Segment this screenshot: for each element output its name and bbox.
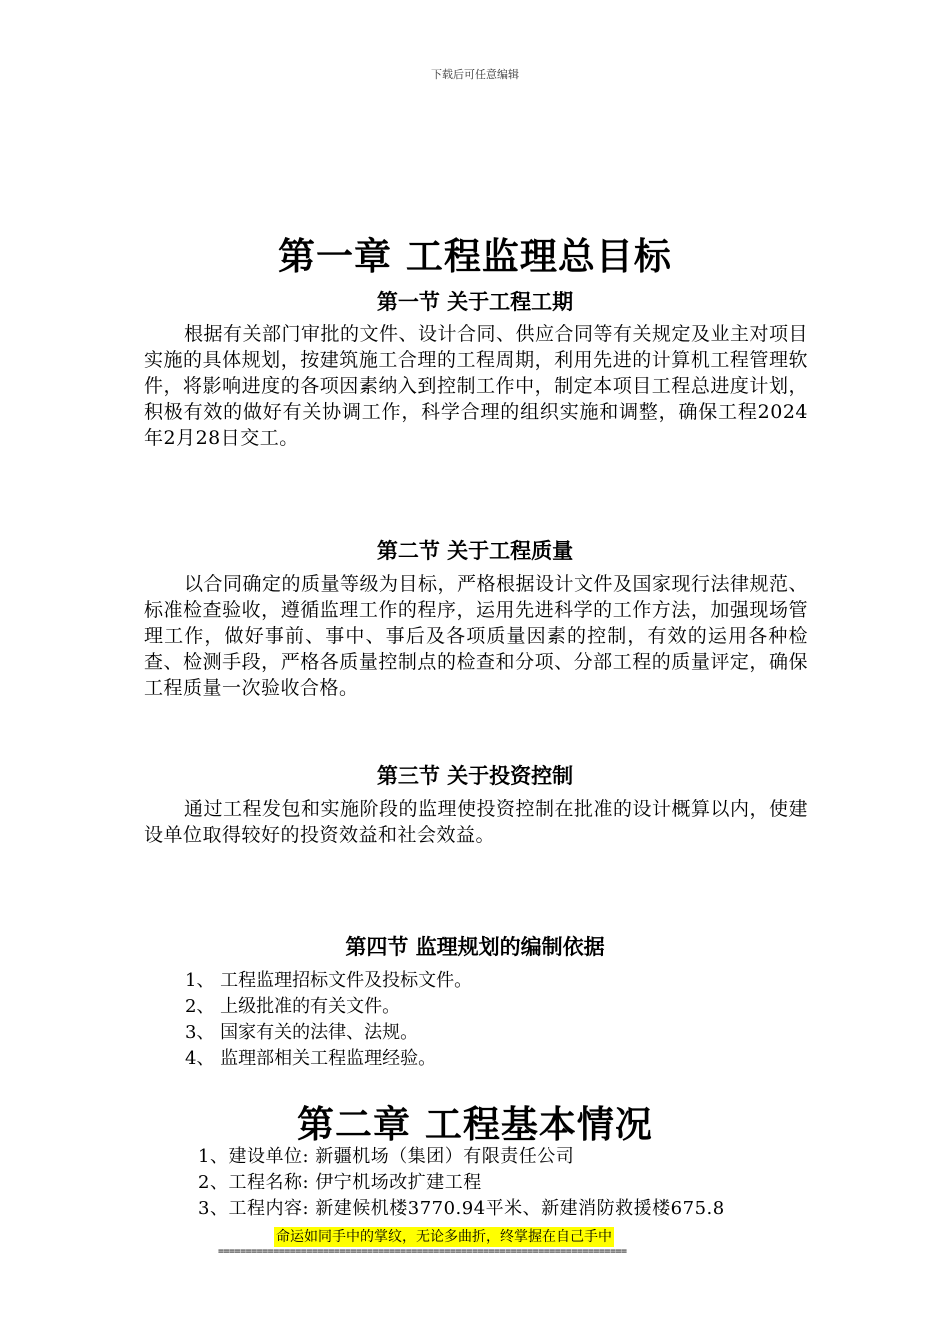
footer-banner: 命运如同手中的掌纹，无论多曲折，终掌握在自己手中 [276, 1229, 612, 1245]
section-3-title: 第三节 关于投资控制 [376, 763, 574, 788]
list-item: 1、 工程监理招标文件及投标文件。 [185, 970, 473, 991]
section-3-body: 通过工程发包和实施阶段的监理使投资控制在批准的设计概算以内，使建设单位取得较好的投资效益和社会效益。 [144, 798, 809, 846]
list-item: 2、 上级批准的有关文件。 [185, 996, 401, 1017]
section-2-title: 第二节 关于工程质量 [376, 538, 574, 563]
list-item: 3、 国家有关的法律、法规。 [185, 1022, 419, 1043]
page-header: 下载后可任意编辑 [431, 68, 519, 81]
list-item: 4、 监理部相关工程监理经验。 [185, 1048, 437, 1069]
list-item: 2、工程名称: 伊宁机场改扩建工程 [198, 1172, 482, 1193]
section-4-title: 第四节 监理规划的编制依据 [345, 934, 605, 959]
chapter-2-info-list [198, 1144, 725, 1222]
list-item: 3、工程内容: 新建候机楼3770.94平米、新建消防救援楼675.8 [198, 1198, 725, 1219]
section-1-body: 根据有关部门审批的文件、设计合同、供应合同等有关规定及业主对项目实施的具体规划，按建筑施工合理的工程周期，利用先进的计算机工程管理软件，将影响进度的各项因素纳入到控制工作中，制定本项目工程总进度计划，积极有效的做好有关协调工作，科学合理的组织实施和调整，确保工程2024年2月28日交工。 [144, 323, 809, 449]
section-2-body: 以合同确定的质量等级为目标，严格根据设计文件及国家现行法律规范、标准检查验收，遵循监理工作的程序，运用先进科学的工作方法，加强现场管理工作，做好事前、事中、事后及各项质量因素的控制，有效的运用各种检查、检测手段，严格各质量控制点的检查和分项、分部工程的质量评定，确保工程质量一次验收合格。 [144, 573, 809, 699]
section-4-list [185, 968, 472, 1072]
chapter-1-title: 第一章 工程监理总目标 [278, 234, 672, 278]
list-item: 1、建设单位: 新疆机场（集团）有限责任公司 [198, 1146, 575, 1167]
footer-divider: ========================================================================== [218, 1246, 627, 1257]
chapter-2-title: 第二章 工程基本情况 [297, 1102, 653, 1146]
section-1-title: 第一节 关于工程工期 [376, 289, 574, 314]
